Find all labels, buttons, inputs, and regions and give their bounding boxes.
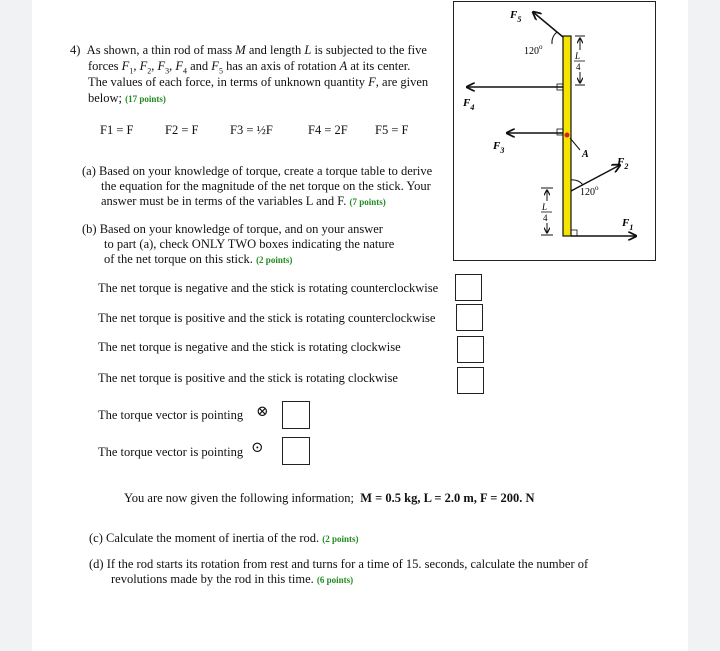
vector-label-out: The torque vector is pointing <box>98 445 244 459</box>
label-axis-A: A <box>582 149 589 160</box>
checkbox-label-1: The net torque is negative and the stick is rotating counterclockwise <box>98 281 439 295</box>
force-f3: F3 = ½F <box>230 123 273 137</box>
part-d-line-2: revolutions made by the rod in this time. (6 points) <box>111 572 354 586</box>
force-f4: F4 = 2F <box>308 123 348 137</box>
out-of-page-icon: ⊙ <box>251 440 264 456</box>
part-b-line-1: (b) Based on your knowledge of torque, and on your answer <box>82 222 383 236</box>
angle-arc-bottom <box>571 180 583 185</box>
into-page-icon: ⊗ <box>256 404 269 420</box>
label-angle-top: 120$^o$ <box>524 43 543 57</box>
part-d-points: (6 points) <box>316 575 354 585</box>
checkbox-2[interactable] <box>456 304 483 331</box>
part-a-line-1: (a) Based on your knowledge of torque, create a torque table to derive <box>82 164 433 178</box>
checkbox-3[interactable] <box>457 336 484 363</box>
force-f1: F1 = F <box>100 123 134 137</box>
label-f2: $F_2$ <box>617 156 629 171</box>
part-b-points: (2 points) <box>256 255 293 265</box>
question-line-4: below; (17 points) <box>88 91 166 105</box>
question-points: (17 points) <box>125 94 166 104</box>
part-c-points: (2 points) <box>322 534 359 544</box>
label-4-bottom: 4 <box>543 213 548 223</box>
label-4-top: 4 <box>576 62 581 72</box>
part-a-points: (7 points) <box>349 197 386 207</box>
question-line-3: The values of each force, in terms of unknown quantity F, are given <box>88 75 429 89</box>
question-intro: 4) As shown, a thin rod of mass M and length L is subjected to the five <box>70 43 427 57</box>
checkbox-into-page[interactable] <box>282 401 310 429</box>
label-f5: $F_5$ <box>510 9 522 24</box>
part-b-line-2: to part (a), check ONLY TWO boxes indicating the nature <box>104 237 395 251</box>
given-info: You are now given the following information; M = 0.5 kg, L = 2.0 m, F = 200. N <box>124 491 535 505</box>
label-f1: $F_1$ <box>622 217 634 232</box>
label-f3: $F_3$ <box>493 140 505 155</box>
rod-diagram <box>453 1 656 261</box>
force-f2: F2 = F <box>165 123 199 137</box>
question-line-2: forces $F_1$, $F_2$, $F_3$, $F_4$ and $F_5$ has an axis of rotation A at its center. <box>88 59 411 76</box>
checkbox-label-4: The net torque is positive and the stick is rotating clockwise <box>98 371 398 385</box>
label-angle-bottom: 120$^o$ <box>580 184 599 198</box>
label-L-bottom: L <box>542 202 548 212</box>
question-number: 4) <box>70 43 81 57</box>
force-f5-arrow <box>533 12 563 37</box>
checkbox-out-of-page[interactable] <box>282 437 310 465</box>
checkbox-4[interactable] <box>457 367 484 394</box>
vector-label-into: The torque vector is pointing <box>98 408 244 422</box>
force-f5: F5 = F <box>375 123 409 137</box>
part-a-line-3: answer must be in terms of the variables L and F. (7 points) <box>101 194 386 208</box>
checkbox-label-3: The net torque is negative and the stick is rotating clockwise <box>98 340 401 354</box>
pivot-point <box>565 133 570 138</box>
checkbox-1[interactable] <box>455 274 482 301</box>
part-b-line-3: of the net torque on this stick. (2 points) <box>104 252 293 266</box>
part-d-line-1: (d) If the rod starts its rotation from rest and turns for a time of 15. seconds, calculate the number of <box>89 557 589 571</box>
given-values: M = 0.5 kg, L = 2.0 m, F = 200. N <box>360 491 535 505</box>
label-L-top: L <box>575 51 581 61</box>
angle-arc-top <box>552 32 557 44</box>
label-f4: $F_4$ <box>463 97 475 112</box>
part-a-line-2: the equation for the magnitude of the net torque on the stick. Your <box>101 179 431 193</box>
rod-diagram-svg <box>454 2 655 260</box>
part-c: (c) Calculate the moment of inertia of the rod. (2 points) <box>89 531 359 545</box>
checkbox-label-2: The net torque is positive and the stick is rotating counterclockwise <box>98 311 436 325</box>
